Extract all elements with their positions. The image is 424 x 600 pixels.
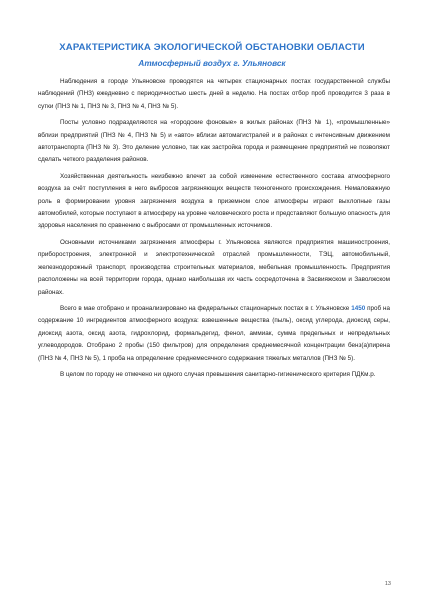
paragraph-samples	[38, 303, 390, 365]
document-body	[38, 76, 390, 381]
section-subtitle: Атмосферный воздух г. Ульяновск	[138, 59, 286, 68]
samples-count: 1450	[351, 304, 366, 312]
paragraph-post-types: Посты условно подразделяются на «городские фоновые» в жилых районах (ПНЗ № 1), «промышленные» вблизи предприятий (ПНЗ № 4, ПНЗ № 5) и «авто» вблизи автомагистралей и в районах с интенсивным движением автотранспорта (ПНЗ № 3). Это деление условно, так как застройка города и размещение предприятий не позволяют сделать четкого разделения районов.	[38, 119, 390, 164]
page-number: 13	[384, 581, 391, 587]
paragraph-economic-activity: Хозяйственная деятельность неизбежно влечет за собой изменение естественного состава атмосферного воздуха за счёт поступления в него выбросов загрязняющих веществ техногенного происхождения. Немаловажную роль в формировании уровня загрязнения воздуха в приземном слое атмосферы играют выхлопные газы автомобилей, которые поступают в атмосферу на уровне человеческого роста и представляют большую опасность для здоровья населения по сравнению с выбросами от промышленных источников.	[38, 172, 390, 230]
paragraph-conclusion: В целом по городу не отмечено ни одного случая превышения санитарно-гигиенического критерия ПДКм.р.	[60, 370, 376, 378]
samples-text-end: проб на содержание 10 ингредиентов атмосферного воздуха: взвешенные вещества (пыль), оксид углерода, диоксид серы, диоксид азота, оксид азота, гидрохлорид, формальдегид, фенол, аммиак, сумма предельных и непредельных углеводородов. Отобрано 2 пробы (150 фильтров) для определения среднемесячной концентрации бенз(а)пирена (ПНЗ № 4, ПНЗ № 5), 1 проба на определение среднемесячного содержания тяжелых металлов (ПНЗ № 5).	[38, 304, 391, 362]
samples-text-start: Всего в мае отобрано и проанализировано на федеральных стационарных постах в г. Ульяновске	[60, 304, 352, 312]
page-title: ХАРАКТЕРИСТИКА ЭКОЛОГИЧЕСКОЙ ОБСТАНОВКИ ОБЛАСТИ	[59, 42, 365, 53]
paragraph-observations: Наблюдения в городе Ульяновске проводятся на четырех стационарных постах государственной службы наблюдений (ПНЗ) ежедневно с периодичностью шесть дней в неделю. На постах отбор проб проводится 3 раза в сутки (ПНЗ № 1, ПНЗ № 3, ПНЗ № 4, ПНЗ № 5).	[38, 78, 390, 110]
paragraph-pollution-sources: Основными источниками загрязнения атмосферы г. Ульяновска являются предприятия машиностроения, приборостроения, электронной и электротехнической отраслей промышленности, ТЭЦ, автомобильный, железнодорожный транспорт, производства строительных материалов, мебельная промышленность. Предприятия расположены на всей территории города, однако наибольшая их часть сосредоточена в Засвияжском и Заволжском районах.	[38, 238, 390, 296]
